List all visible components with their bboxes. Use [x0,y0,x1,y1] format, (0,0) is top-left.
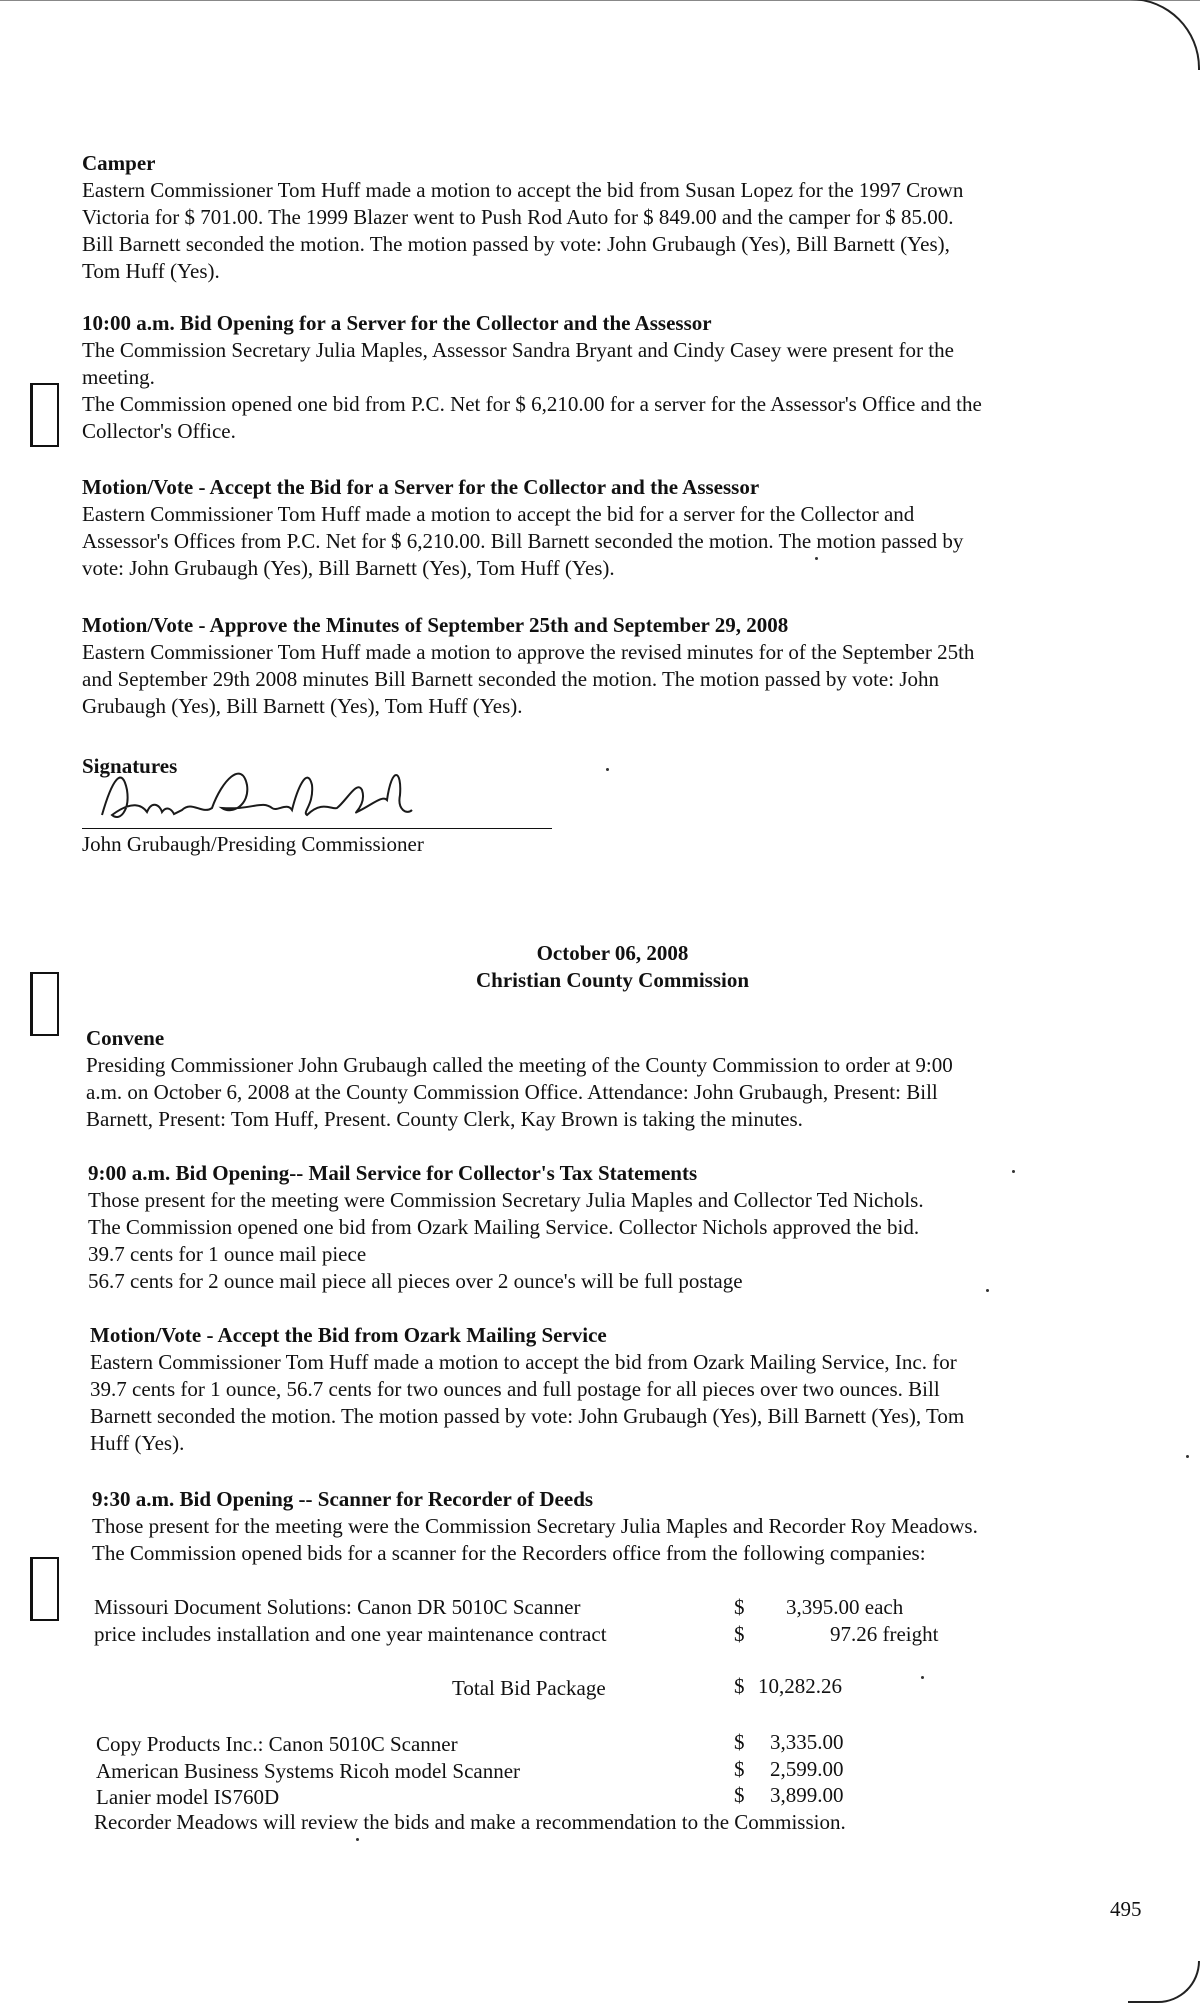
total-currency: $ [734,1674,745,1698]
section-heading: 9:00 a.m. Bid Opening-- Mail Service for Collector's Tax Statements [88,1161,698,1185]
meeting-body: Christian County Commission [475,968,750,992]
bid-label: Missouri Document Solutions: Canon DR 5010C Scanner [94,1595,581,1619]
paragraph-line: Barnett seconded the motion. The motion passed by vote: John Grubaugh (Yes), Bill Barnett (Yes), Tom [90,1404,965,1428]
page-corner-bottom-right [1128,1961,1200,2003]
section-convene [86,1025,1126,1133]
signature-line [82,828,552,829]
handwritten-signature [82,760,542,830]
paragraph-line: Presiding Commissioner John Grubaugh called the meeting of the County Commission to order at 9:00 [86,1053,953,1077]
other-bid-label: American Business Systems Ricoh model Scanner [96,1759,521,1783]
page-number: 495 [1110,1897,1142,1921]
paragraph-line: Collector's Office. [82,419,236,443]
total-label: Total Bid Package [452,1676,606,1700]
section-heading: 9:30 a.m. Bid Opening -- Scanner for Recorder of Deeds [92,1487,594,1511]
scan-speck [1186,1455,1189,1458]
section-heading: Signatures [82,754,178,778]
section-heading: Camper [82,151,156,175]
paragraph-line: Eastern Commissioner Tom Huff made a motion to accept the bid from Susan Lopez for the 1997 Crown [82,178,964,202]
section-heading: 10:00 a.m. Bid Opening for a Server for the Collector and the Assessor [82,311,712,335]
meeting-date: October 06, 2008 [536,941,689,965]
paragraph-line: a.m. on October 6, 2008 at the County Commission Office. Attendance: John Grubaugh, Present: Bill [86,1080,938,1104]
paragraph-line: and September 29th 2008 minutes Bill Barnett seconded the motion. The motion passed by vote: John [82,667,939,691]
paragraph-line: Bill Barnett seconded the motion. The motion passed by vote: John Grubaugh (Yes), Bill Barnett (Yes), [82,232,950,256]
section-scanner-bid [92,1486,1132,1567]
bid-amount: 97.26 freight [830,1622,939,1646]
binder-hole-mark [30,383,59,447]
section-heading: Motion/Vote - Accept the Bid for a Server for the Collector and the Assessor [82,475,760,499]
other-bid-label: Lanier model IS760D [96,1785,280,1809]
paragraph-line: Huff (Yes). [90,1431,185,1455]
other-bid-currency: $ [734,1757,745,1781]
total-amount: 10,282.26 [758,1674,842,1698]
signer-name: John Grubaugh/Presiding Commissioner [82,832,424,856]
bid-currency: $ [734,1622,745,1646]
other-bid-amount: 3,899.00 [770,1783,844,1807]
bid-amount: 3,395.00 each [786,1595,904,1619]
scan-speck [921,1676,924,1679]
paragraph-line: Those present for the meeting were Commission Secretary Julia Maples and Collector Ted Nichols. [88,1188,924,1212]
paragraph-line: Eastern Commissioner Tom Huff made a motion to accept the bid for a server for the Collector and [82,502,915,526]
other-bid-label: Copy Products Inc.: Canon 5010C Scanner [96,1732,458,1756]
binder-hole-mark [30,1557,59,1621]
paragraph-line: 39.7 cents for 1 ounce mail piece [88,1242,367,1266]
paragraph-line: 56.7 cents for 2 ounce mail piece all pieces over 2 ounce's will be full postage [88,1269,743,1293]
section-mail-vote [90,1322,1130,1457]
paragraph-line: vote: John Grubaugh (Yes), Bill Barnett (Yes), Tom Huff (Yes). [82,556,615,580]
other-bid-currency: $ [734,1730,745,1754]
scan-speck [1012,1170,1015,1173]
section-heading: Motion/Vote - Accept the Bid from Ozark Mailing Service [90,1323,607,1347]
section-mail-bid [88,1160,1128,1295]
section-heading: Motion/Vote - Approve the Minutes of September 25th and September 29, 2008 [82,613,789,637]
paragraph-line: The Commission opened one bid from Ozark Mailing Service. Collector Nichols approved the bid. [88,1215,920,1239]
paragraph-line: Eastern Commissioner Tom Huff made a motion to accept the bid from Ozark Mailing Service, Inc. for [90,1350,957,1374]
paragraph-line: meeting. [82,365,155,389]
other-bid-amount: 3,335.00 [770,1730,844,1754]
paragraph-line: Barnett, Present: Tom Huff, Present. County Clerk, Kay Brown is taking the minutes. [86,1107,803,1131]
other-bid-currency: $ [734,1783,745,1807]
bid-currency: $ [734,1595,745,1619]
paragraph-line: Victoria for $ 701.00. The 1999 Blazer went to Push Rod Auto for $ 849.00 and the camper for $ 85.00. [82,205,954,229]
paragraph-line: 39.7 cents for 1 ounce, 56.7 cents for two ounces and full postage for all pieces over two ounces. Bill [90,1377,940,1401]
scan-speck [356,1838,359,1841]
paragraph-line: The Commission Secretary Julia Maples, Assessor Sandra Bryant and Cindy Casey were present for the [82,338,954,362]
other-bid-amount: 2,599.00 [770,1757,844,1781]
section-camper [82,150,1122,285]
closing-note: Recorder Meadows will review the bids and make a recommendation to the Commission. [94,1810,846,1834]
section-minutes-vote [82,612,1122,720]
section-server-bid [82,310,1122,445]
paragraph-line: Grubaugh (Yes), Bill Barnett (Yes), Tom Huff (Yes). [82,694,523,718]
paragraph-line: The Commission opened bids for a scanner for the Recorders office from the following companies: [92,1541,926,1565]
paragraph-line: Those present for the meeting were the Commission Secretary Julia Maples and Recorder Roy Meadows. [92,1514,978,1538]
paragraph-line: Eastern Commissioner Tom Huff made a motion to approve the revised minutes for of the September 25th [82,640,975,664]
scan-speck [606,768,609,771]
paragraph-line: The Commission opened one bid from P.C. Net for $ 6,210.00 for a server for the Assessor's Office and the [82,392,982,416]
page-top-edge [0,0,1200,13]
section-server-vote [82,474,1122,582]
paragraph-line: Assessor's Offices from P.C. Net for $ 6,210.00. Bill Barnett seconded the motion. The motion passed by [82,529,964,553]
bid-label: price includes installation and one year maintenance contract [94,1622,607,1646]
scan-speck [986,1289,989,1292]
section-heading: Convene [86,1026,165,1050]
scan-speck [815,557,818,560]
paragraph-line: Tom Huff (Yes). [82,259,220,283]
